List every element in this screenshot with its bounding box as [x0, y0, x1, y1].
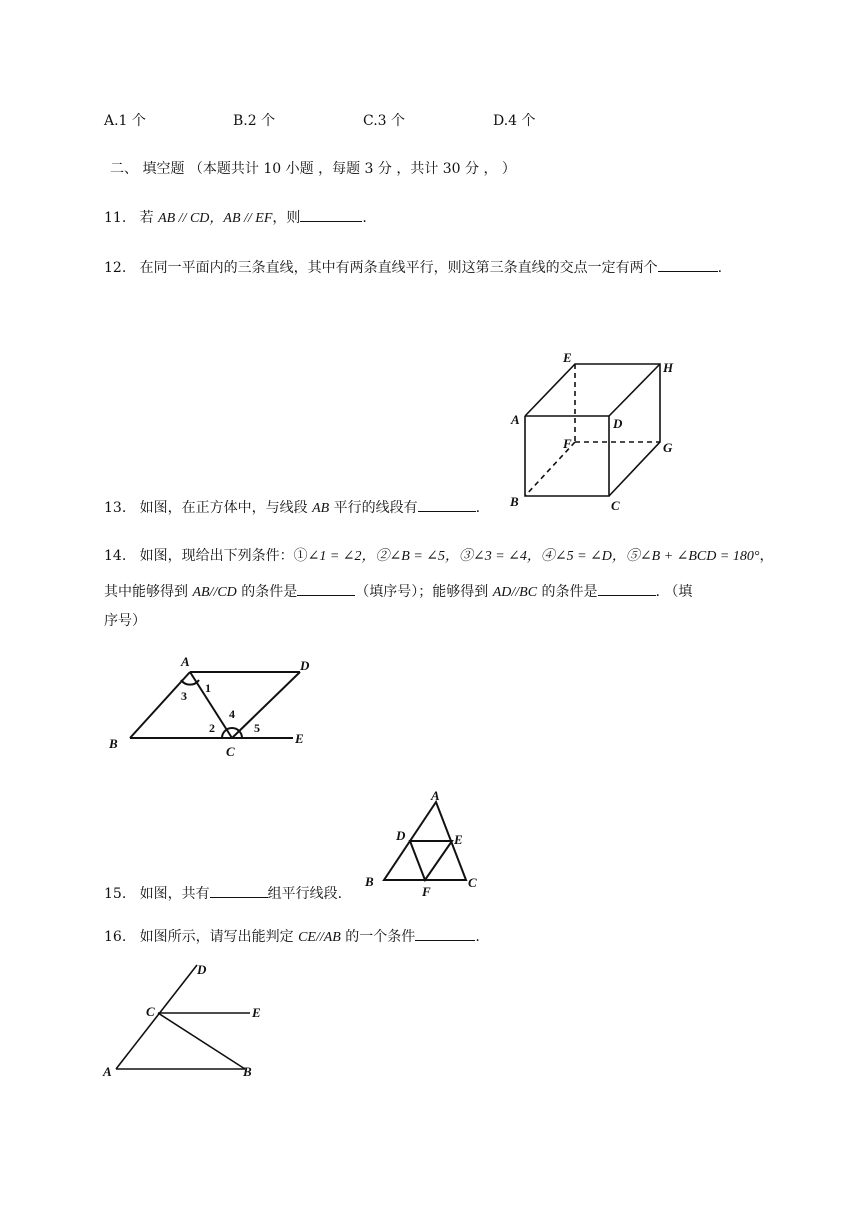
question-text: 在同一平面内的三条直线，其中有两条直线平行，则这第三条直线的交点一定有两个 [139, 260, 658, 276]
answer-blank[interactable] [658, 257, 718, 272]
triangle-def [410, 841, 452, 880]
math-expression: CE//AB [298, 930, 341, 945]
cube-front-face [525, 416, 609, 496]
question-text: （填序号）；能够得到 [355, 584, 493, 600]
question-text: 如图，共有 [139, 886, 210, 902]
cube-label-d: D [613, 416, 623, 431]
angle-label-5: 5 [254, 721, 260, 735]
cube-label-g: G [663, 440, 673, 455]
question-text: 如图，在正方体中，与线段 [139, 500, 313, 516]
triangle-figure [363, 788, 483, 900]
ray-label-a: A [103, 1064, 112, 1079]
question-number: 12. [104, 260, 127, 276]
segment-ab [130, 672, 190, 738]
math-expression: AB // CD，AB // EF [158, 211, 273, 226]
question-text: 组平行线段. [267, 886, 343, 902]
cube-label-e: E [563, 350, 572, 365]
answer-blank-2[interactable] [598, 581, 656, 596]
option-c: C.3 个 [363, 113, 406, 129]
parallelogram-figure [105, 650, 335, 760]
angle-label-4: 4 [229, 707, 235, 721]
ray-figure [100, 962, 270, 1082]
cube-label-b: B [510, 494, 519, 509]
answer-blank[interactable] [210, 883, 268, 898]
tri-label-a: A [431, 788, 440, 803]
question-number: 11. [104, 210, 127, 226]
option-b: B.2 个 [233, 113, 276, 129]
para-label-b: B [109, 736, 118, 751]
ray-label-c: C [146, 1004, 155, 1019]
question-14-line-2 [104, 581, 692, 602]
question-15 [104, 883, 342, 903]
angle-label-3: 3 [181, 689, 187, 703]
para-label-a: A [181, 654, 190, 669]
question-text: 其中能够得到 [104, 584, 193, 600]
question-number: 13. [104, 500, 127, 516]
punctuation: . [475, 500, 481, 516]
cube-label-c: C [611, 498, 620, 513]
cube-label-h: H [663, 360, 674, 375]
angle-label-2: 2 [209, 721, 215, 735]
question-number: 16. [104, 929, 127, 945]
question-text: 若 [139, 210, 159, 226]
answer-blank[interactable] [300, 207, 362, 222]
question-number: 14. [104, 548, 127, 564]
tri-label-f: F [422, 884, 431, 899]
question-text: ，则 [272, 210, 301, 226]
tri-label-d: D [396, 828, 406, 843]
math-expression: AD//BC [492, 585, 538, 600]
question-text: 的条件是 [236, 584, 298, 600]
section-heading: 二、 填空题 （本题共计 10 小题 ，每题 3 分 ，共计 30 分 ， ） [110, 161, 516, 177]
ray-label-e: E [252, 1005, 261, 1020]
line-ad [116, 965, 197, 1069]
answer-blank-1[interactable] [297, 581, 355, 596]
question-text: . （填 [655, 584, 693, 600]
answer-blank[interactable] [415, 926, 475, 941]
answer-blank[interactable] [418, 497, 476, 512]
punctuation: ， [759, 548, 774, 564]
question-14-line-3: 序号） [104, 613, 146, 629]
para-label-e: E [295, 731, 304, 746]
ray-label-d: D [197, 962, 207, 977]
segment-dc [232, 672, 300, 738]
question-13 [104, 497, 480, 518]
option-a: A.1 个 [104, 113, 146, 129]
cube-figure [505, 350, 685, 513]
punctuation: . [362, 210, 367, 226]
question-text: 的一个条件 [340, 929, 416, 945]
question-text: 平行的线段有 [329, 500, 418, 516]
cube-label-f: F [563, 436, 572, 451]
ray-label-b: B [243, 1064, 252, 1079]
cube-label-a: A [511, 412, 520, 427]
punctuation: . [475, 929, 480, 945]
tri-label-c: C [468, 875, 477, 890]
segment-cb [158, 1013, 245, 1069]
question-11 [104, 207, 367, 228]
question-number: 15. [104, 886, 127, 902]
tri-label-e: E [454, 832, 463, 847]
cube-edge-dh [609, 364, 660, 416]
math-expression: AB//CD [192, 585, 237, 600]
question-12 [104, 257, 722, 277]
math-expression: ∠1 = ∠2，②∠B = ∠5，③∠3 = ∠4，④∠5 = ∠D，⑤∠B + ∠BCD = 180° [307, 549, 760, 564]
question-text: 的条件是 [537, 584, 598, 600]
para-label-d: D [300, 658, 310, 673]
question-text: 如图，现给出下列条件：① [139, 548, 308, 564]
punctuation: . [717, 260, 723, 276]
question-text: 如图所示，请写出能判定 [139, 929, 299, 945]
para-label-c: C [226, 744, 235, 759]
question-14-line-1 [104, 547, 773, 566]
question-16 [104, 926, 480, 947]
tri-label-b: B [365, 874, 374, 889]
option-d: D.4 个 [493, 113, 536, 129]
math-expression: AB [312, 501, 330, 516]
angle-label-1: 1 [205, 681, 211, 695]
